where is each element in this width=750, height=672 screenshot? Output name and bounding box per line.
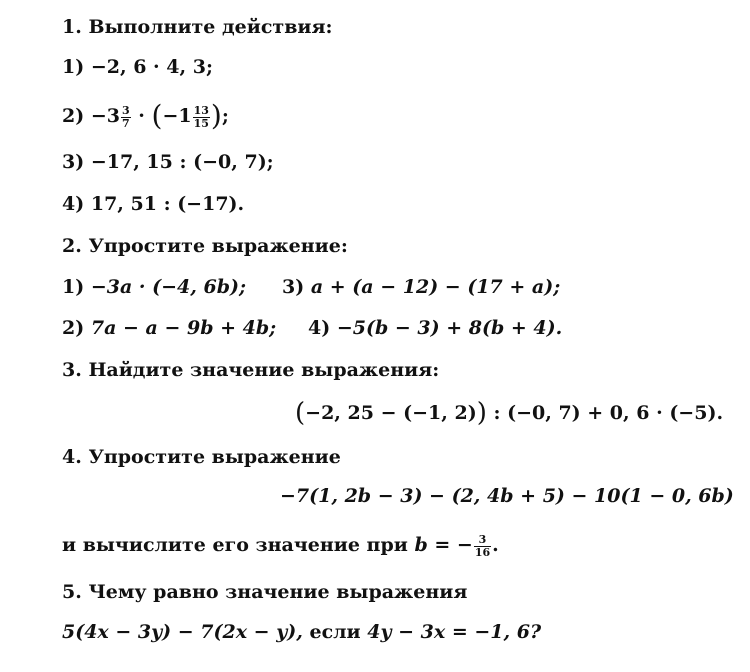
task2-item-4 bbox=[308, 316, 562, 340]
item-number: 4) bbox=[308, 317, 331, 339]
task4-expression bbox=[280, 484, 734, 508]
fraction-3-7: $\frac{3}{7}$ bbox=[121, 103, 130, 130]
item-number: 1) bbox=[62, 56, 85, 78]
task1-item-4 bbox=[62, 192, 244, 216]
rest-expression: : (−0, 7) + 0, 6 · (−5). bbox=[486, 402, 724, 424]
task5-title: 5. Чему равно значение выражения bbox=[62, 581, 468, 603]
task2-item-3 bbox=[282, 275, 560, 299]
multiply-dot: · bbox=[138, 105, 145, 127]
condition-expression: 4y − 3x = −1, 6? bbox=[367, 621, 542, 643]
item-number: 3) bbox=[62, 151, 85, 173]
task2-item-2 bbox=[62, 316, 276, 340]
item-expression: −2, 6 · 4, 3; bbox=[90, 56, 213, 78]
task2-item-1 bbox=[62, 275, 246, 299]
condition-variable: b = − bbox=[414, 534, 473, 556]
item-expression: 17, 51 : (−17). bbox=[90, 193, 245, 215]
fraction-13-15: $\frac{13}{15}$ bbox=[193, 103, 209, 130]
item-number: 3) bbox=[282, 276, 305, 298]
item-number: 1) bbox=[62, 276, 85, 298]
item-number: 2) bbox=[62, 317, 85, 339]
task5-expression bbox=[62, 620, 541, 644]
item-expression: −5(b − 3) + 8(b + 4). bbox=[336, 317, 563, 339]
mixed-number-whole: −3 bbox=[90, 105, 120, 127]
item-terminator: ; bbox=[221, 105, 229, 127]
close-paren: ) bbox=[476, 398, 487, 428]
item-expression: −17, 15 : (−0, 7); bbox=[90, 151, 274, 173]
condition-text: если bbox=[309, 621, 368, 643]
task4-title: 4. Упростите выражение bbox=[62, 446, 341, 468]
condition-end: . bbox=[492, 534, 499, 556]
task1-title: 1. Выполните действия: bbox=[62, 16, 333, 38]
task3-expression bbox=[295, 398, 723, 428]
task2-title: 2. Упростите выражение: bbox=[62, 235, 348, 257]
mixed-number-whole-2: −1 bbox=[162, 105, 192, 127]
inner-expression: −2, 25 − (−1, 2) bbox=[305, 402, 477, 424]
task1-item-2 bbox=[62, 98, 229, 134]
expression: −7(1, 2b − 3) − (2, 4b + 5) − 10(1 − 0, 6b) bbox=[280, 485, 734, 507]
task3-title: 3. Найдите значение выражения: bbox=[62, 359, 440, 381]
item-expression: a + (a − 12) − (17 + a); bbox=[310, 276, 561, 298]
task1-item-1 bbox=[62, 55, 213, 79]
close-paren: ) bbox=[210, 99, 222, 132]
item-number: 2) bbox=[62, 105, 85, 127]
open-paren: ( bbox=[151, 99, 163, 132]
expression: 5(4x − 3y) − 7(2x − y), bbox=[62, 621, 310, 643]
fraction-3-16: $\frac{3}{16}$ bbox=[474, 532, 491, 559]
condition-text: и вычислите его значение при bbox=[62, 534, 415, 556]
open-paren: ( bbox=[295, 398, 306, 428]
item-expression: 7a − a − 9b + 4b; bbox=[90, 317, 277, 339]
item-number: 4) bbox=[62, 193, 85, 215]
task1-item-3 bbox=[62, 150, 274, 174]
item-expression: −3a · (−4, 6b); bbox=[90, 276, 247, 298]
task4-condition bbox=[62, 528, 499, 562]
